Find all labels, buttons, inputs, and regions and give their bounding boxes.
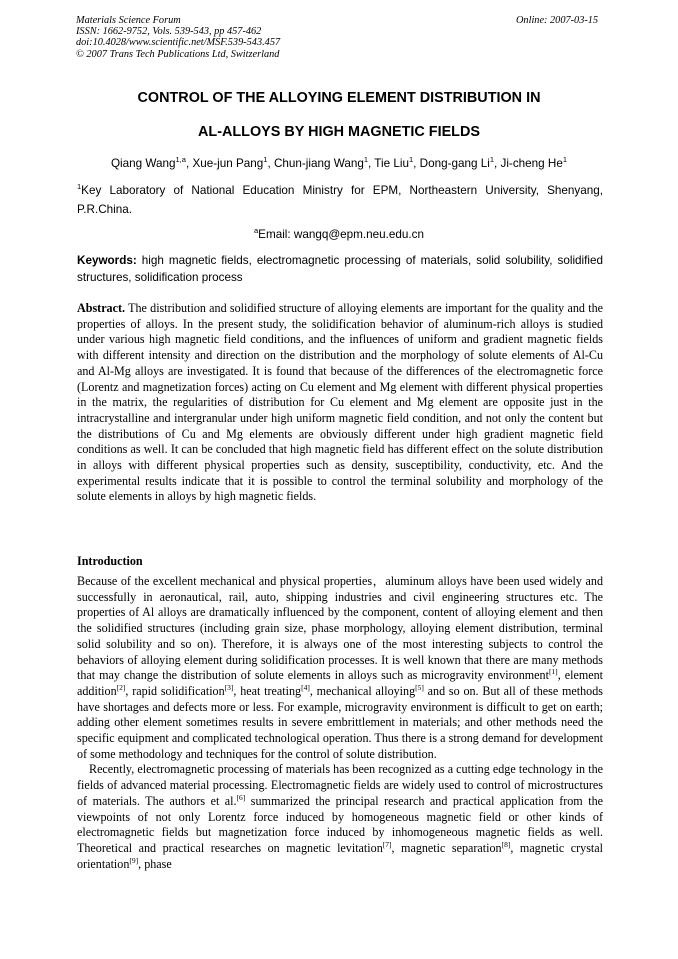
paper-title-line-2: AL-ALLOYS BY HIGH MAGNETIC FIELDS xyxy=(198,124,480,140)
citation: [4] xyxy=(301,682,310,692)
keywords-text: high magnetic fields, electromagnetic processing of materials, solid solubility, solidified structures, solidification process xyxy=(77,254,603,284)
section-heading-introduction: Introduction xyxy=(77,554,143,568)
journal-header xyxy=(76,15,280,60)
online-date: Online: 2007-03-15 xyxy=(516,15,599,26)
citation: [1] xyxy=(548,667,558,677)
paper-title-line-1: CONTROL OF THE ALLOYING ELEMENT DISTRIBUTION IN xyxy=(137,90,541,106)
keywords xyxy=(77,252,603,286)
author-3: Chun-jiang Wang$^1$, xyxy=(273,155,375,170)
abstract-text: The distribution and solidified structure of alloying elements are important for the quality and the properties of alloys. In the present study, the solidification behavior of aluminum-rich alloys is studied under various high magnetic field conditions, and the influences of uniform and gradient magnetic fields with different intensity and direction on the distribution and the morphology of solute elements of Al-Cu and Al-Mg alloys are investigated. It is found that because of the differences of the electromagnetic force (Lorentz and magnetization forces) acting on Cu element and Mg element with different physical properties in the matrix, the regularities of distribution for Cu element and Mg element are opposite just in the intracrystalline and intergranular under high uniform magnetic field condition, and not only the content but the distributions of Cu and Mg elements are obviously different under high gradient magnetic field conditions as well. It can be concluded that high magnetic field has different effect on the solute distribution in alloys with different physical properties such as density, susceptibility, conductivity, etc. And the experimental results indicate that it is possible to control the terminal solubility and morphology of the solute elements in alloys by high magnetic fields. xyxy=(77,301,603,504)
author-1: Qiang Wang$^{1,a}$, xyxy=(110,155,193,170)
citation: [5] xyxy=(415,682,424,692)
journal-name: Materials Science Forum xyxy=(76,15,181,26)
author-list xyxy=(0,157,678,170)
citation: [2] xyxy=(116,682,126,692)
journal-copyright: © 2007 Trans Tech Publications Ltd, Switzerland xyxy=(76,48,280,60)
citation: [6] xyxy=(236,792,246,802)
keywords-label: Keywords: xyxy=(77,254,137,267)
introduction-body xyxy=(77,574,603,872)
author-6: Ji-cheng He$^1$ xyxy=(500,155,568,170)
citation: [3] xyxy=(224,682,234,692)
citation: [8] xyxy=(501,839,511,849)
citation: [9] xyxy=(129,855,139,865)
intro-paragraph-1: Because of the excellent mechanical and physical properties，aluminum alloys have been used widely and successfully in aeronautical, rail, auto, shipping industries and civil engineering structures etc. The properties of Al alloys are dramatically influenced by the component, content of alloying element and then the solidified structures (including grain size, phase morphology, alloying element distribution, terminal solid solubility and so on). Therefore, it is always one of the most interesting subjects to control the behaviors of alloying element during solidification processes. It is well known that there are many methods that may change the distribution of solute elements in alloys such as microgravity environment[1], element addition[2], rapid solidification[3], heat treating[4], mechanical alloying[5] and so on. But all of these methods have shortages and defects more or less. For example, microgravity environment is difficult to get on earth; adding other element sometimes results in severe embrittlement in materials; and other methods need the specific equipment and complicated technological operation. Thus there is a strong demand for development of some methodology and techniques for the control of solute distribution. xyxy=(77,574,603,761)
author-5: Dong-gang Li$^1$, xyxy=(419,155,501,170)
abstract xyxy=(77,301,603,505)
citation: [7] xyxy=(382,839,392,849)
intro-paragraph-2: Recently, electromagnetic processing of materials has been recognized as a cutting edge technology in the fields of advanced material processing. Electromagnetic fields are widely used to control of microstructures of materials. The authors et al.[6] summarized the principal research and practical application from the viewpoints of not only Lorentz force induced by homogeneous magnetic field or other kinds of electromagnetic fields but magnetization force induced by inhomogeneous magnetic fields as well. Theoretical and practical researches on magnetic levitation[7], magnetic separation[8], magnetic crystal orientation[9], phase xyxy=(77,762,603,871)
journal-doi: doi:10.4028/www.scientific.net/MSF.539-543.457 xyxy=(76,37,281,49)
author-2: Xue-jun Pang$^1$, xyxy=(192,155,274,170)
affiliation: $^1$Key Laboratory of National Education Ministry for EPM, Northeastern University, Shenyang, P.R.China. xyxy=(77,182,603,216)
author-email: $^a$Email: wangq@epm.neu.edu.cn xyxy=(253,226,425,241)
abstract-label: Abstract. xyxy=(77,301,126,315)
journal-issn: ISSN: 1662-9752, Vols. 539-543, pp 457-462 xyxy=(76,26,262,38)
author-4: Tie Liu$^1$, xyxy=(374,155,420,170)
